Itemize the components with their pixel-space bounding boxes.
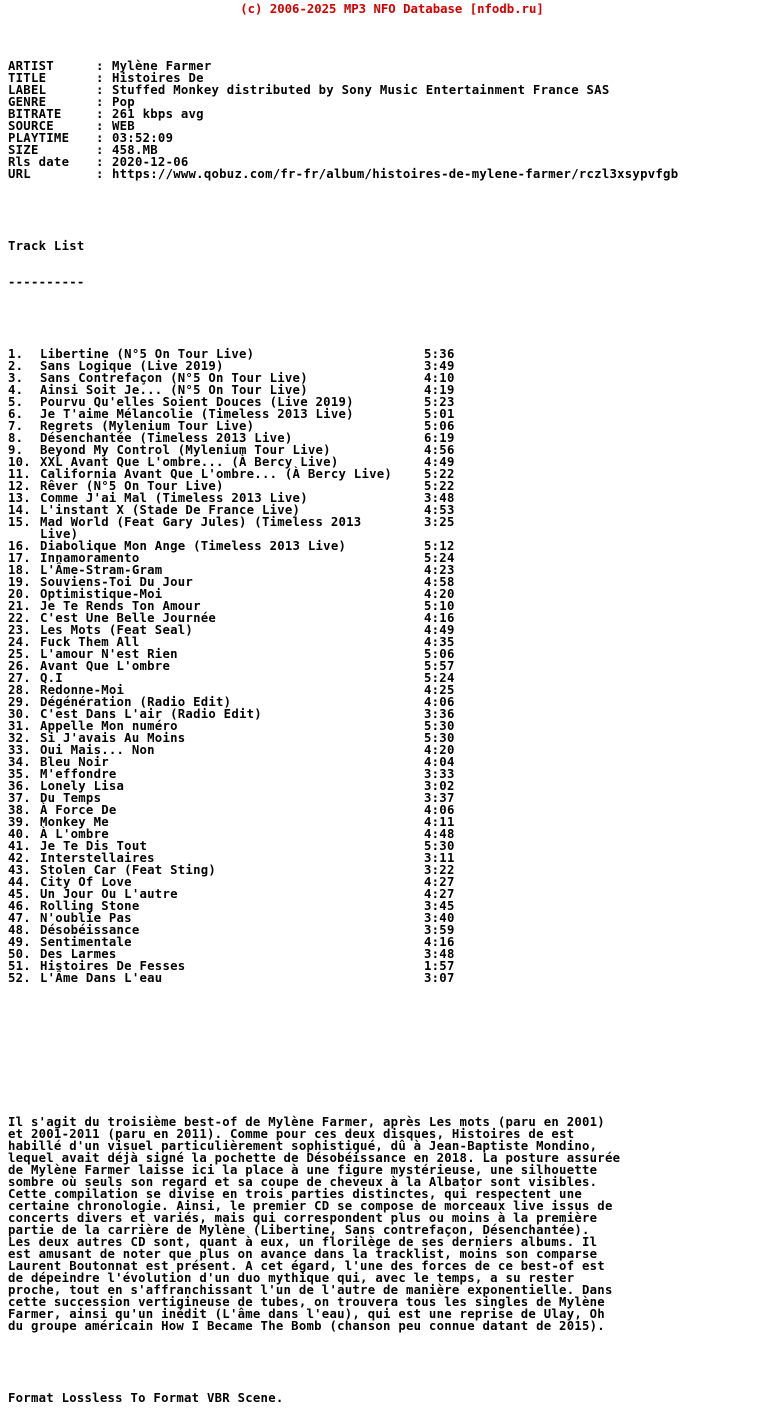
- track-number: 50.: [8, 947, 31, 961]
- track-title: Monkey Me: [40, 815, 109, 829]
- description-line: Il s'agit du troisième best-of de Mylène Farmer, après Les mots (paru en 2001): [8, 1115, 605, 1129]
- meta-value: Mylène Farmer: [112, 59, 212, 73]
- track-number: 19.: [8, 575, 31, 589]
- track-number: 12.: [8, 479, 31, 493]
- meta-key: LABEL: [8, 83, 47, 97]
- meta-separator: :: [96, 107, 104, 121]
- track-duration: 4:20: [424, 587, 455, 601]
- track-title: Mad World (Feat Gary Jules) (Timeless 2013: [40, 515, 362, 529]
- track-row: [8, 660, 678, 672]
- description-line: Laurent Boutonnat est présent. A cet égard, l'une des forces de ce best-of est: [8, 1259, 605, 1273]
- track-duration: 4:16: [424, 611, 455, 625]
- track-number: 3.: [8, 371, 24, 385]
- meta-key: ARTIST: [8, 59, 54, 73]
- track-number: 9.: [8, 443, 24, 457]
- track-title: Si J'avais Au Moins: [40, 731, 186, 745]
- track-number: 25.: [8, 647, 31, 661]
- track-title: L'Âme-Stram-Gram: [40, 563, 163, 577]
- description-line: partie de la carrière de Mylène (Libertine, Sans contrefaçon, Désenchantée).: [8, 1223, 590, 1237]
- meta-separator: :: [96, 155, 104, 169]
- track-title: Appelle Mon numéro: [40, 719, 178, 733]
- track-title: Comme J'ai Mal (Timeless 2013 Live): [40, 491, 308, 505]
- track-number: 18.: [8, 563, 31, 577]
- description-line: sombre où seuls son regard et sa coupe de cheveux à la Albator sont visibles.: [8, 1175, 598, 1189]
- track-title: Histoires De Fesses: [40, 959, 186, 973]
- track-duration: 4:10: [424, 371, 455, 385]
- track-title: Sans Contrefaçon (N°5 On Tour Live): [40, 371, 308, 385]
- track-number: 23.: [8, 623, 31, 637]
- meta-separator: :: [96, 83, 104, 97]
- description-line: du groupe américain How I Became The Bomb (chanson peu connue datant de 2015).: [8, 1319, 605, 1333]
- track-title: Je T'aime Mélancolie (Timeless 2013 Live): [40, 407, 354, 421]
- track-title-continued: Live): [40, 527, 79, 541]
- track-number: 42.: [8, 851, 31, 865]
- track-number: 16.: [8, 539, 31, 553]
- description-line: lequel avait déjà signé la pochette de Désobéissance en 2018. La posture assurée: [8, 1151, 621, 1165]
- track-number: 4.: [8, 383, 24, 397]
- nfo-document: [8, 0, 678, 1416]
- track-title: Stolen Car (Feat Sting): [40, 863, 217, 877]
- meta-separator: :: [96, 143, 104, 157]
- track-number: 35.: [8, 767, 31, 781]
- track-title: C'est Dans L'air (Radio Edit): [40, 707, 262, 721]
- track-duration: 5:06: [424, 419, 455, 433]
- description-line: certaine chronologie. Ainsi, le premier CD se compose de morceaux live issus de: [8, 1199, 613, 1213]
- track-title: Fuck Them All: [40, 635, 140, 649]
- meta-row: [8, 132, 678, 144]
- track-duration: 3:48: [424, 491, 455, 505]
- track-duration: 4:56: [424, 443, 455, 457]
- track-row: [8, 516, 678, 528]
- meta-row: [8, 168, 678, 180]
- meta-row: [8, 60, 678, 72]
- track-duration: 4:06: [424, 695, 455, 709]
- track-duration: 5:22: [424, 479, 455, 493]
- description-line: de Mylène Farmer laisse ici la place à une figure mystérieuse, une silhouette: [8, 1163, 598, 1177]
- meta-value: https://www.qobuz.com/fr-fr/album/histoires-de-mylene-farmer/rczl3xsypvfgb: [112, 167, 679, 181]
- track-number: 47.: [8, 911, 31, 925]
- track-title: Désobéissance: [40, 923, 140, 937]
- track-number: 21.: [8, 599, 31, 613]
- track-title: City Of Love: [40, 875, 132, 889]
- track-number: 14.: [8, 503, 31, 517]
- meta-key: PLAYTIME: [8, 131, 70, 145]
- track-duration: 3:49: [424, 359, 455, 373]
- track-number: 48.: [8, 923, 31, 937]
- track-title: M'effondre: [40, 767, 117, 781]
- track-title: Des Larmes: [40, 947, 117, 961]
- meta-separator: :: [96, 59, 104, 73]
- track-list: [8, 348, 678, 984]
- track-title: Oui Mais... Non: [40, 743, 155, 757]
- meta-key: URL: [8, 167, 31, 181]
- track-number: 36.: [8, 779, 31, 793]
- track-duration: 1:57: [424, 959, 455, 973]
- meta-separator: :: [96, 119, 104, 133]
- description-line: Les deux autres CD sont, quant à eux, un florilège de ses derniers albums. Il: [8, 1235, 598, 1249]
- track-title: Un Jour Ou L'autre: [40, 887, 178, 901]
- meta-value: 261 kbps avg: [112, 107, 204, 121]
- track-duration: 5:01: [424, 407, 455, 421]
- meta-value: Histoires De: [112, 71, 204, 85]
- track-number: 52.: [8, 971, 31, 985]
- track-number: 32.: [8, 731, 31, 745]
- track-duration: 4:48: [424, 827, 455, 841]
- track-title: L'instant X (Stade De France Live): [40, 503, 301, 517]
- track-title: Dégénération (Radio Edit): [40, 695, 232, 709]
- track-number: 38.: [8, 803, 31, 817]
- track-number: 8.: [8, 431, 24, 445]
- tracklist-rule: ----------: [8, 275, 85, 289]
- meta-value: Stuffed Monkey distributed by Sony Music Entertainment France SAS: [112, 83, 610, 97]
- track-duration: 5:24: [424, 671, 455, 685]
- track-duration: 4:35: [424, 635, 455, 649]
- track-number: 41.: [8, 839, 31, 853]
- track-title: Bleu Noir: [40, 755, 109, 769]
- album-description: [8, 1116, 678, 1332]
- track-title: XXL Avant Que L'ombre... (À Bercy Live): [40, 455, 339, 469]
- track-title: Optimistique-Moi: [40, 587, 163, 601]
- meta-separator: :: [96, 167, 104, 181]
- track-number: 29.: [8, 695, 31, 709]
- track-duration: 5:12: [424, 539, 455, 553]
- track-title: Je Te Dis Tout: [40, 839, 148, 853]
- track-number: 22.: [8, 611, 31, 625]
- track-number: 1.: [8, 347, 24, 361]
- track-number: 40.: [8, 827, 31, 841]
- meta-separator: :: [96, 131, 104, 145]
- description-line: de dépeindre l'évolution d'un duo mythique qui, avec le temps, a su rester: [8, 1271, 575, 1285]
- track-title: Avant Que L'ombre: [40, 659, 171, 673]
- track-title: Souviens-Toi Du Jour: [40, 575, 194, 589]
- meta-value: Pop: [112, 95, 135, 109]
- track-row: [8, 780, 678, 792]
- track-duration: 4:27: [424, 875, 455, 889]
- track-title: Interstellaires: [40, 851, 155, 865]
- track-number: 39.: [8, 815, 31, 829]
- meta-key: TITLE: [8, 71, 47, 85]
- track-number: 17.: [8, 551, 31, 565]
- meta-separator: :: [96, 71, 104, 85]
- track-title: Les Mots (Feat Seal): [40, 623, 194, 637]
- track-duration: 3:25: [424, 515, 455, 529]
- track-title: N'oublie Pas: [40, 911, 132, 925]
- track-duration: 3:36: [424, 707, 455, 721]
- track-row: [8, 972, 678, 984]
- meta-row: [8, 120, 678, 132]
- description-line: concerts divers et variés, mais qui correspondent plus ou moins à la première: [8, 1211, 598, 1225]
- track-number: 28.: [8, 683, 31, 697]
- meta-row: [8, 144, 678, 156]
- track-title: Diabolique Mon Ange (Timeless 2013 Live): [40, 539, 347, 553]
- track-duration: 4:53: [424, 503, 455, 517]
- banner-text: (c) 2006-2025 MP3 NFO Database [nfodb.ru]: [240, 2, 544, 16]
- track-number: 51.: [8, 959, 31, 973]
- track-duration: 3:33: [424, 767, 455, 781]
- track-title: Du Temps: [40, 791, 102, 805]
- track-duration: 4:06: [424, 803, 455, 817]
- track-title: California Avant Que L'ombre... (À Bercy Live): [40, 467, 393, 481]
- track-title: Innamoramento: [40, 551, 140, 565]
- track-number: 2.: [8, 359, 24, 373]
- metadata-block: [8, 60, 678, 180]
- track-title: Sans Logique (Live 2019): [40, 359, 224, 373]
- track-duration: 5:30: [424, 719, 455, 733]
- description-line: et 2001-2011 (paru en 2011). Comme pour ces deux disques, Histoires de est: [8, 1127, 575, 1141]
- track-number: 31.: [8, 719, 31, 733]
- description-line: cette succession vertigineuse de tubes, on trouvera tous les singles de Mylène: [8, 1295, 605, 1309]
- meta-key: SIZE: [8, 143, 39, 157]
- meta-value: 458.MB: [112, 143, 158, 157]
- track-duration: 5:22: [424, 467, 455, 481]
- meta-row: [8, 96, 678, 108]
- track-duration: 5:10: [424, 599, 455, 613]
- track-duration: 3:59: [424, 923, 455, 937]
- track-number: 10.: [8, 455, 31, 469]
- track-number: 46.: [8, 899, 31, 913]
- track-duration: 4:16: [424, 935, 455, 949]
- track-number: 33.: [8, 743, 31, 757]
- meta-row: [8, 84, 678, 96]
- track-duration: 3:37: [424, 791, 455, 805]
- meta-key: BITRATE: [8, 107, 62, 121]
- track-duration: 5:06: [424, 647, 455, 661]
- track-title: L'Âme Dans L'eau: [40, 971, 163, 985]
- meta-separator: :: [96, 95, 104, 109]
- description-line: proche, tout en s'affranchissant l'un de l'autre de manière exponentielle. Dans: [8, 1283, 613, 1297]
- track-duration: 5:23: [424, 395, 455, 409]
- track-title: Regrets (Mylenium Tour Live): [40, 419, 255, 433]
- track-number: 11.: [8, 467, 31, 481]
- track-number: 15.: [8, 515, 31, 529]
- track-title: Sentimentale: [40, 935, 132, 949]
- track-number: 49.: [8, 935, 31, 949]
- track-title: Pourvu Qu'elles Soient Douces (Live 2019): [40, 395, 354, 409]
- track-duration: 4:20: [424, 743, 455, 757]
- track-duration: 3:45: [424, 899, 455, 913]
- track-duration: 3:02: [424, 779, 455, 793]
- track-title: Ainsi Soit Je... (N°5 On Tour Live): [40, 383, 308, 397]
- description-line: est amusant de noter que plus on avance dans la tracklist, moins son comparse: [8, 1247, 598, 1261]
- description-line: habillé d'un visuel particulièrement sophistiqué, dû à Jean-Baptiste Mondino,: [8, 1139, 598, 1153]
- track-duration: 4:49: [424, 455, 455, 469]
- meta-value: WEB: [112, 119, 135, 133]
- meta-row: [8, 108, 678, 120]
- track-title: Beyond My Control (Mylenium Tour Live): [40, 443, 331, 457]
- description-line: Cette compilation se divise en trois parties distinctes, qui respectent une: [8, 1187, 583, 1201]
- track-number: 24.: [8, 635, 31, 649]
- track-number: 43.: [8, 863, 31, 877]
- track-title: Rêver (N°5 On Tour Live): [40, 479, 224, 493]
- track-title: Lonely Lisa: [40, 779, 125, 793]
- track-title: À Force De: [40, 803, 117, 817]
- track-duration: 3:48: [424, 947, 455, 961]
- track-number: 6.: [8, 407, 24, 421]
- track-number: 13.: [8, 491, 31, 505]
- track-number: 45.: [8, 887, 31, 901]
- meta-value: 2020-12-06: [112, 155, 189, 169]
- track-duration: 5:30: [424, 731, 455, 745]
- track-number: 30.: [8, 707, 31, 721]
- track-title: C'est Une Belle Journée: [40, 611, 217, 625]
- track-title: Rolling Stone: [40, 899, 140, 913]
- track-duration: 4:49: [424, 623, 455, 637]
- track-duration: 4:58: [424, 575, 455, 589]
- release-footer: Format Lossless To Format VBR Scene.: [8, 1391, 284, 1405]
- track-duration: 5:30: [424, 839, 455, 853]
- track-title: Je Te Rends Ton Amour: [40, 599, 201, 613]
- track-duration: 3:22: [424, 863, 455, 877]
- track-duration: 3:07: [424, 971, 455, 985]
- track-duration: 4:25: [424, 683, 455, 697]
- track-duration: 3:11: [424, 851, 455, 865]
- meta-key: GENRE: [8, 95, 47, 109]
- track-duration: 3:40: [424, 911, 455, 925]
- track-number: 5.: [8, 395, 24, 409]
- track-title: Q.I: [40, 671, 63, 685]
- track-number: 37.: [8, 791, 31, 805]
- tracklist-heading: Track List: [8, 239, 85, 253]
- track-duration: 5:57: [424, 659, 455, 673]
- track-title: Désenchantée (Timeless 2013 Live): [40, 431, 293, 445]
- track-number: 26.: [8, 659, 31, 673]
- track-title: L'amour N'est Rien: [40, 647, 178, 661]
- track-duration: 5:24: [424, 551, 455, 565]
- track-title: À L'ombre: [40, 827, 109, 841]
- meta-value: 03:52:09: [112, 131, 174, 145]
- track-number: 34.: [8, 755, 31, 769]
- track-title: Redonne-Moi: [40, 683, 125, 697]
- meta-key: SOURCE: [8, 119, 54, 133]
- description-line: Farmer, ainsi qu'un inédit (L'âme dans l'eau), qui est une reprise de Ulay, Oh: [8, 1307, 605, 1321]
- track-number: 20.: [8, 587, 31, 601]
- track-duration: 5:36: [424, 347, 455, 361]
- track-number: 27.: [8, 671, 31, 685]
- track-number: 7.: [8, 419, 24, 433]
- track-duration: 4:11: [424, 815, 455, 829]
- track-duration: 4:27: [424, 887, 455, 901]
- track-duration: 4:19: [424, 383, 455, 397]
- track-duration: 4:04: [424, 755, 455, 769]
- track-number: 44.: [8, 875, 31, 889]
- track-title: Libertine (N°5 On Tour Live): [40, 347, 255, 361]
- track-duration: 4:23: [424, 563, 455, 577]
- meta-key: Rls date: [8, 155, 70, 169]
- track-duration: 6:19: [424, 431, 455, 445]
